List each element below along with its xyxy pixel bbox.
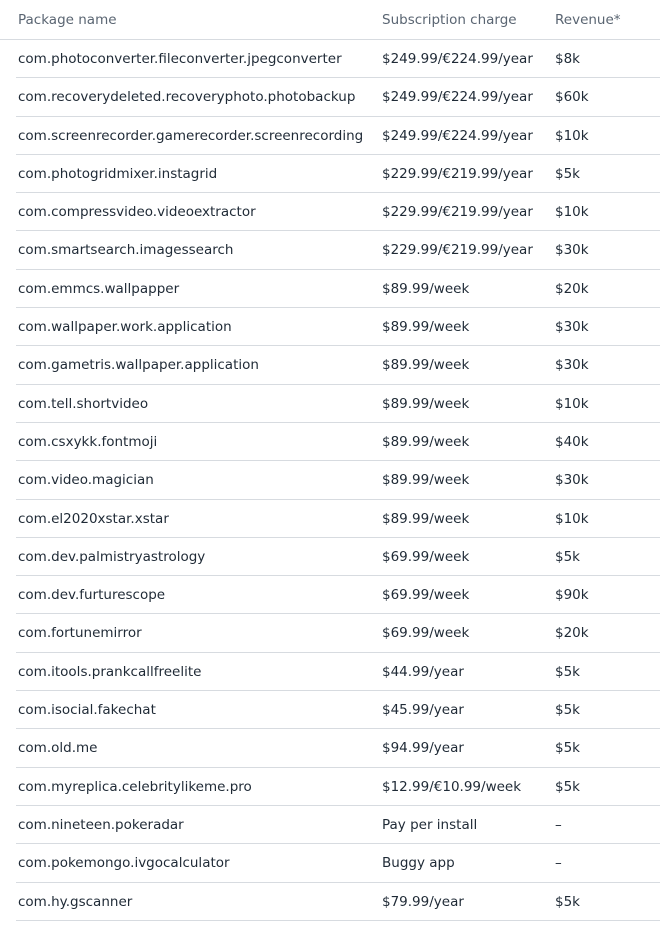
package-name-cell: com.recoverydeleted.recoveryphoto.photobackup: [18, 89, 356, 106]
table-row: [16, 193, 660, 231]
revenue-cell: –: [555, 816, 562, 833]
package-name-cell: com.wallpaper.work.application: [18, 319, 232, 336]
header-revenue: Revenue*: [555, 12, 621, 28]
subscription-charge-cell: $45.99/year: [382, 702, 464, 719]
package-name-cell: com.compressvideo.videoextractor: [18, 204, 256, 221]
revenue-cell: $20k: [555, 625, 589, 642]
package-name-cell: com.emmcs.wallpapper: [18, 280, 180, 297]
subscription-charge-cell: $249.99/€224.99/year: [382, 127, 533, 144]
subscription-charge-cell: Buggy app: [382, 855, 455, 872]
package-name-cell: com.tell.shortvideo: [18, 395, 149, 412]
subscription-charge-cell: $69.99/week: [382, 587, 470, 604]
table-row: [16, 385, 660, 423]
table-row: [16, 500, 660, 538]
package-name-cell: com.csxykk.fontmoji: [18, 433, 158, 450]
subscription-charge-cell: $69.99/week: [382, 625, 470, 642]
package-name-cell: com.dev.furturescope: [18, 587, 166, 604]
subscription-charge-cell: $69.99/week: [382, 548, 470, 565]
subscription-charge-cell: $89.99/week: [382, 510, 470, 527]
package-name-cell: com.old.me: [18, 740, 98, 757]
revenue-cell: $5k: [555, 778, 580, 795]
package-name-cell: com.gametris.wallpaper.application: [18, 357, 259, 374]
table-row: [16, 653, 660, 691]
table-body: [0, 40, 660, 921]
package-name-cell: com.pokemongo.ivgocalculator: [18, 855, 230, 872]
table-row: [16, 461, 660, 499]
table-row: [16, 423, 660, 461]
revenue-cell: $30k: [555, 242, 589, 259]
table-row: [16, 117, 660, 155]
revenue-cell: $20k: [555, 280, 589, 297]
package-name-cell: com.el2020xstar.xstar: [18, 510, 169, 527]
subscription-charge-cell: Pay per install: [382, 816, 478, 833]
subscription-charge-cell: $89.99/week: [382, 357, 470, 374]
table-row: [16, 270, 660, 308]
revenue-cell: $8k: [555, 51, 580, 67]
table-row: [16, 614, 660, 652]
table-row: [16, 538, 660, 576]
revenue-cell: $5k: [555, 165, 580, 182]
table-row: [16, 729, 660, 767]
revenue-cell: $10k: [555, 510, 589, 527]
table-row: [16, 346, 660, 384]
table-row: [16, 78, 660, 116]
table-row: [16, 231, 660, 269]
table-row: [16, 576, 660, 614]
package-name-cell: com.photoconverter.fileconverter.jpegconverter: [18, 51, 342, 67]
table-row: [16, 691, 660, 729]
subscription-charge-cell: $12.99/€10.99/week: [382, 778, 522, 795]
revenue-cell: $30k: [555, 472, 589, 489]
subscription-charge-cell: $249.99/€224.99/year: [382, 89, 533, 106]
table-row: [16, 844, 660, 882]
revenue-cell: $5k: [555, 663, 580, 680]
table-row: [16, 883, 660, 921]
package-name-cell: com.itools.prankcallfreelite: [18, 663, 202, 680]
subscription-charge-cell: $229.99/€219.99/year: [382, 242, 533, 259]
revenue-cell: $30k: [555, 319, 589, 336]
revenue-cell: $5k: [555, 893, 580, 910]
revenue-cell: $5k: [555, 702, 580, 719]
revenue-cell: $30k: [555, 357, 589, 374]
package-name-cell: com.myreplica.celebritylikeme.pro: [18, 778, 252, 795]
subscription-charge-cell: $89.99/week: [382, 395, 470, 412]
package-name-cell: com.video.magician: [18, 472, 154, 489]
subscription-charge-cell: $229.99/€219.99/year: [382, 165, 533, 182]
subscription-charge-cell: $44.99/year: [382, 663, 464, 680]
subscription-charge-cell: $79.99/year: [382, 893, 464, 910]
subscription-charge-cell: $94.99/year: [382, 740, 464, 757]
package-name-cell: com.fortunemirror: [18, 625, 142, 642]
revenue-cell: $10k: [555, 127, 589, 144]
subscription-charge-cell: $249.99/€224.99/year: [382, 51, 533, 67]
table-row: [16, 155, 660, 193]
subscription-charge-cell: $89.99/week: [382, 280, 470, 297]
table-row: [16, 768, 660, 806]
revenue-cell: $40k: [555, 433, 589, 450]
subscription-charge-cell: $89.99/week: [382, 319, 470, 336]
package-name-cell: com.isocial.fakechat: [18, 702, 156, 719]
table-row: [16, 40, 660, 78]
package-name-cell: com.smartsearch.imagessearch: [18, 242, 234, 259]
table-row: [16, 806, 660, 844]
subscription-charge-cell: $89.99/week: [382, 472, 470, 489]
revenue-cell: –: [555, 855, 562, 872]
header-package-name: Package name: [18, 12, 117, 28]
subscription-charge-cell: $89.99/week: [382, 433, 470, 450]
revenue-cell: $10k: [555, 395, 589, 412]
revenue-cell: $60k: [555, 89, 589, 106]
revenue-cell: $5k: [555, 740, 580, 757]
package-name-cell: com.hy.gscanner: [18, 893, 133, 910]
table-header-row: [0, 0, 660, 40]
subscription-charge-cell: $229.99/€219.99/year: [382, 204, 533, 221]
header-subscription-charge: Subscription charge: [382, 12, 517, 28]
revenue-cell: $5k: [555, 548, 580, 565]
table-row: [16, 308, 660, 346]
package-name-cell: com.screenrecorder.gamerecorder.screenrecording: [18, 127, 364, 144]
revenue-cell: $10k: [555, 204, 589, 221]
revenue-cell: $90k: [555, 587, 589, 604]
package-name-cell: com.nineteen.pokeradar: [18, 816, 184, 833]
package-name-cell: com.photogridmixer.instagrid: [18, 165, 218, 182]
package-name-cell: com.dev.palmistryastrology: [18, 548, 206, 565]
